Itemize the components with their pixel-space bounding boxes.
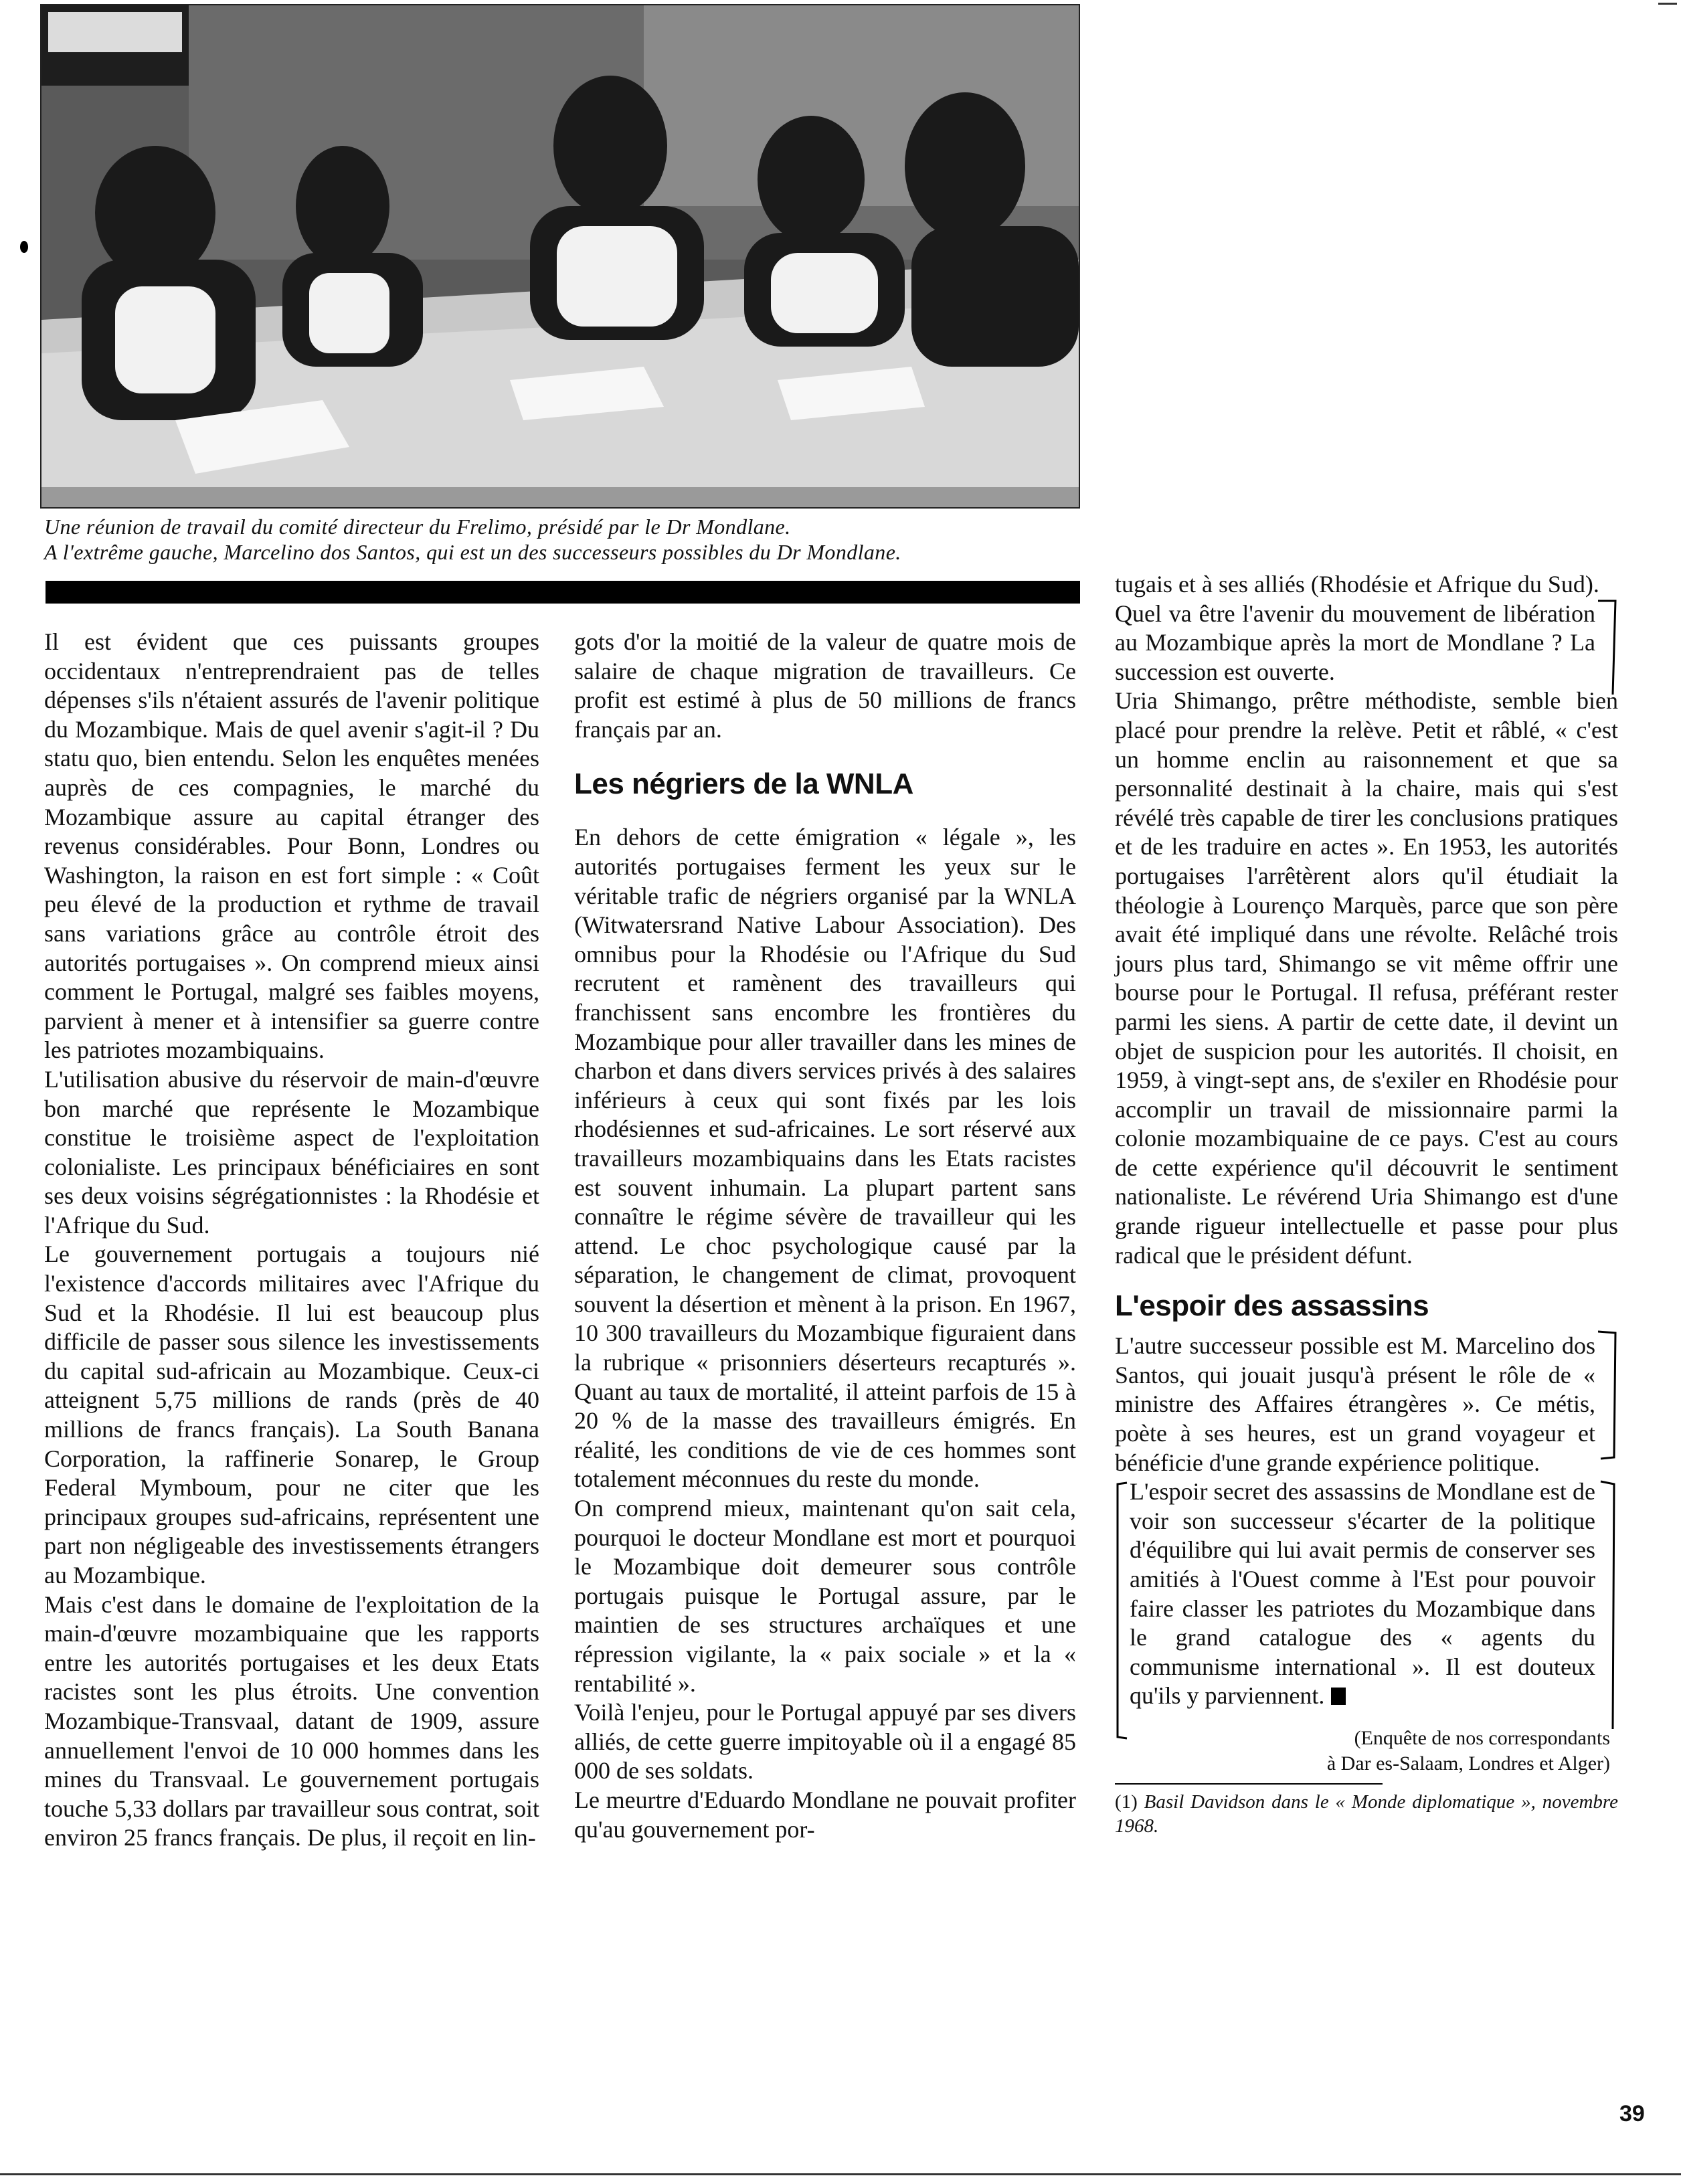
meeting-photo (40, 4, 1080, 509)
article-column-3 (1115, 570, 1618, 1838)
bracketed-passage (1115, 1332, 1618, 1477)
paragraph: En dehors de cette émigration « légale », les autorités portugaises ferment les yeux sur le véritable trafic de négriers organisé par la WNLA (Witwatersrand Native Labour Association). Des omnibus pour la Rhodésie ou l'Afrique du Sud recrutent et ramènent des travailleurs qui franchissent sans encombre les frontières du Mozambique pour aller travailler dans les mines de charbon et dans divers services privés à des salaires inférieurs à ceux qui sont fixés par les lois rhodésiennes et sud-africaines. Le sort réservé aux travailleurs mozambiquains dans les Etats racistes est souvent inhumain. La plupart partent sans connaître le régime sévère de travailleur qui les attend. Le choc psychologique causé par la séparation, le changement de climat, provoquent souvent la désertion et mènent à la prison. En 1967, 10 300 travailleurs du Mozambique figuraient dans la rubrique « prisonniers déserteurs recapturés ». Quant au taux de mortalité, il atteint parfois de 15 à 20 % de la masse des travailleurs émigrés. En réalité, les conditions de vie de ces hommes sont totalement méconnues du reste du monde. (574, 824, 1076, 1493)
paragraph: Voilà l'enjeu, pour le Portugal appuyé par ses divers alliés, de cette guerre impitoyable où il a engagé 85 000 de ses soldats. (574, 1699, 1076, 1785)
paragraph: Le gouvernement portugais a toujours nié l'existence d'accords militaires avec l'Afrique du Sud et la Rhodésie. Il lui est beaucoup plus difficile de passer sous silence les investissements du capital sud-africain au Mozambique. Ceux-ci atteignent 5,75 millions de rands (près de 40 millions de francs français). La South Banana Corporation, la raffinerie Sonarep, le Group Federal Mymboum, pour ne citer que les principaux groupes sud-africains, représentent une part non négligeable des investissements étrangers au Mozambique. (44, 1241, 539, 1588)
right-bracket (1598, 1477, 1618, 1732)
right-bracket (1598, 1328, 1618, 1461)
paragraph (1130, 1477, 1595, 1711)
paragraph: Il est évident que ces puissants groupes occidentaux n'entreprendraient pas de telles dépenses s'ils n'étaient assurés de l'avenir politique du Mozambique. Mais de quel avenir s'agit-il ? Du statu quo, bien entendu. Selon les enquêtes menées auprès de ces compagnies, le marché du Mozambique assure au capital étranger des revenus considérables. Pour Bonn, Londres ou Washington, la raison en est fort simple : « Coût peu élevé de la production et rythme de travail sans variations grâce au contrôle étroit des autorités portugaises ». On comprend mieux ainsi comment le Portugal, malgré ses faibles moyens, parvient à mener et à intensifier sa guerre contre les patriotes mozambiquains. (44, 628, 539, 1064)
paragraph: Mais c'est dans le domaine de l'exploitation de la main-d'œuvre mozambiquaine que les rapports entre les autorités portugaises et les deux Etats racistes sont les plus étroits. Une convention Mozambique-Transvaal, datant de 1909, assure annuellement l'envoi de 10 000 hommes dans les mines du Transvaal. Le gouvernement portugais touche 5,33 dollars par travailleur sous contrat, soit environ 25 francs français. De plus, il reçoit en lin- (44, 1590, 539, 1851)
end-mark-icon (1331, 1688, 1346, 1705)
signature-line-2: à Dar es-Salaam, Londres et Alger) (1326, 1752, 1610, 1774)
caption-line-2: A l'extrême gauche, Marcelino dos Santos, qui est un des successeurs possibles du Dr Mondlane. (44, 540, 901, 564)
footnote (1115, 1790, 1618, 1838)
paragraph: L'autre successeur possible est M. Marcelino dos Santos, qui jouait jusqu'à présent le rôle de « ministre des Affaires étrangères ». Ce métis, poète à ses heures, est un grand voyageur et bénéficie d'une grande expérience politique. (1115, 1332, 1595, 1476)
paragraph-text: L'espoir secret des assassins de Mondlane est de voir son successeur s'écarter de la politique d'équilibre qui lui avait permis de conserver ses amitiés à l'Ouest comme à l'Est pour pouvoir faire classer les patriotes du Mozambique dans le grand catalogue des « agents du communisme international ». Il est douteux qu'ils y parviennent. (1130, 1478, 1595, 1710)
photo-illustration (41, 5, 1079, 507)
page-number: 39 (1619, 2101, 1645, 2126)
caption-line-1: Une réunion de travail du comité directeur du Frelimo, présidé par le Dr Mondlane. (44, 515, 791, 539)
paragraph: gots d'or la moitié de la valeur de quatre mois de salaire de chaque migration de travailleurs. Ce profit est estimé à plus de 50 millions de francs français par an. (574, 628, 1076, 743)
signature-line-1: (Enquête de nos correspondants (1354, 1726, 1610, 1749)
bracketed-passage (1115, 1477, 1618, 1711)
paragraph: On comprend mieux, maintenant qu'on sait cela, pourquoi le docteur Mondlane est mort et pourquoi le Mozambique doit demeurer sous contrôle portugais puisque le Portugal assure, par le maintien de ses structures archaïques et une répression vigilante, la « paix sociale » et la « rentabilité ». (574, 1495, 1076, 1697)
section-heading: Les négriers de la WNLA (574, 767, 913, 801)
footnote-divider (1115, 1783, 1383, 1785)
paragraph: Le meurtre d'Eduardo Mondlane ne pouvait profiter qu'au gouvernement por- (574, 1786, 1076, 1843)
article-column-1 (44, 628, 539, 1853)
article-column-2 (574, 628, 1076, 1844)
corner-mark (1658, 3, 1677, 11)
footnote-text: Basil Davidson dans le « Monde diplomatique », novembre 1968. (1115, 1791, 1618, 1837)
photo-caption (44, 514, 1088, 565)
print-dot (20, 241, 28, 253)
black-rule (46, 581, 1080, 604)
paragraph: Uria Shimango, prêtre méthodiste, semble bien placé pour prendre la relève. Petit et râblé, « c'est un homme enclin au raisonnement et que sa personnalité destinait à la chaire, mais qui s'est révélé très capable de tirer les conclusions pratiques et de les traduire en actes ». En 1953, les autorités portugaises l'arrêtèrent alors qu'il étudiait la théologie à Lourenço Marquès, parce que son père avait été impliqué dans une révolte. Relâché trois jours plus tard, Shimango se vit même offrir une bourse pour le Portugal. Il refusa, préférant rester parmi les siens. A partir de cette date, il devint un objet de suspicion pour les autorités. Il choisit, en 1959, à vingt-sept ans, de s'exiler en Rhodésie pour accomplir un travail de missionnaire parmi la colonie mozambiquaine de ce pays. C'est au cours de cette expérience qu'il découvrit le sentiment nationaliste. Le révérend Uria Shimango est d'une grande rigueur intellectuelle et passe pour plus radical que le président défunt. (1115, 687, 1618, 1269)
paragraph: Quel va être l'avenir du mouvement de libération au Mozambique après la mort de Mondlane ? La succession est ouverte. (1115, 600, 1595, 685)
section-heading: L'espoir des assassins (1115, 1289, 1429, 1323)
paragraph: tugais et à ses alliés (Rhodésie et Afrique du Sud). (1115, 571, 1599, 598)
paragraph: L'utilisation abusive du réservoir de main-d'œuvre bon marché que représente le Mozambique constitue le troisième aspect de l'exploitation colonialiste. Les principaux bénéficiaires en sont ses deux voisins ségrégationnistes : la Rhodésie et l'Afrique du Sud. (44, 1065, 539, 1239)
footnote-label: (1) (1115, 1791, 1138, 1813)
right-bracket (1598, 597, 1618, 697)
signature (1115, 1726, 1618, 1777)
faint-print-smudge (923, 2098, 1593, 2125)
bracketed-passage (1115, 600, 1618, 687)
bottom-rule (0, 2173, 1681, 2175)
left-bracket (1115, 1480, 1128, 1741)
